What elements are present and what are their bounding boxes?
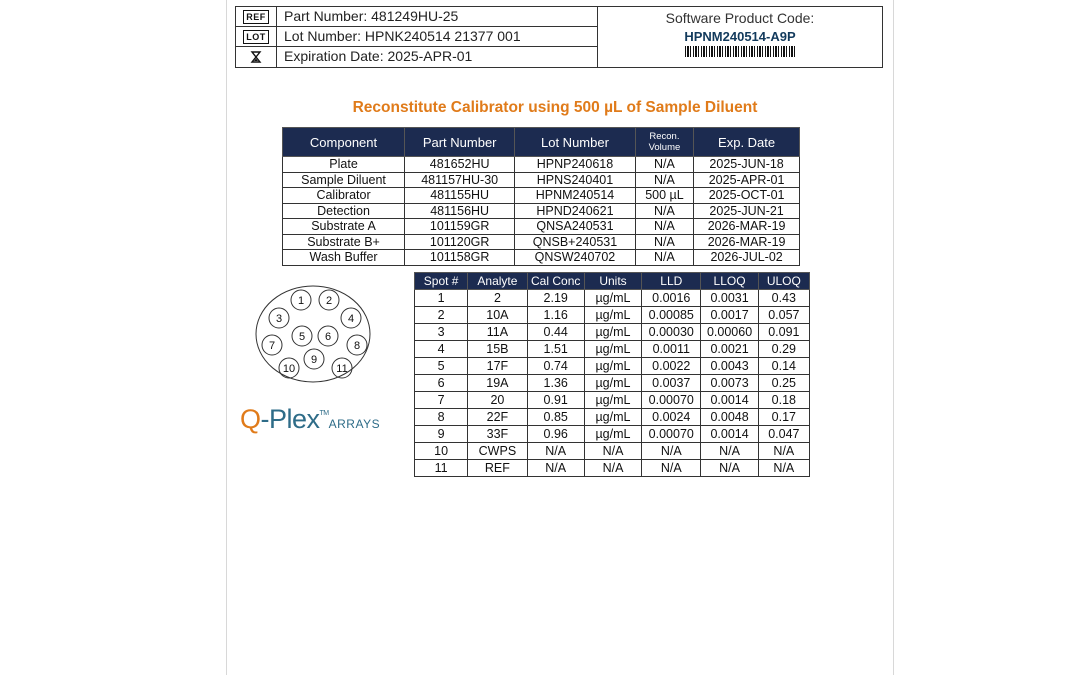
spot-row-cell: 0.18 — [758, 392, 809, 409]
component-row-cell: 2025-JUN-21 — [694, 203, 800, 219]
analyte-spot-table — [414, 272, 810, 477]
component-row-cell: 2026-MAR-19 — [694, 234, 800, 250]
spot-row-cell: 0.91 — [527, 392, 584, 409]
component-row — [283, 157, 800, 173]
diagram-spot-label: 7 — [268, 340, 276, 352]
spot-row-cell: 0.29 — [758, 341, 809, 358]
component-row-cell: N/A — [635, 234, 694, 250]
lot-number-row — [236, 27, 597, 47]
spot-row-cell: 0.00085 — [642, 307, 701, 324]
spot-row-cell: 6 — [415, 375, 468, 392]
spot-row-cell: 0.0037 — [642, 375, 701, 392]
software-code-label: Software Product Code: — [665, 10, 815, 26]
component-row-cell: Plate — [283, 157, 405, 173]
spot-row-cell: µg/mL — [584, 358, 641, 375]
spot-row-cell: N/A — [584, 460, 641, 477]
col-component: Component — [283, 128, 405, 157]
spot-row-cell: 11 — [415, 460, 468, 477]
component-row-cell: QNSB+240531 — [515, 234, 635, 250]
spot-row-cell: 0.74 — [527, 358, 584, 375]
spot-row-cell: N/A — [584, 443, 641, 460]
component-row-cell: 500 µL — [635, 188, 694, 204]
spot-row-cell: 2 — [468, 290, 527, 307]
expiration-row — [236, 47, 597, 67]
spot-row-cell: 0.0048 — [701, 409, 758, 426]
spot-row-cell: N/A — [701, 443, 758, 460]
col-lloq: LLOQ — [701, 273, 758, 290]
hourglass-icon — [249, 50, 263, 64]
col-lot-number: Lot Number — [515, 128, 635, 157]
spot-row-cell: 0.00030 — [642, 324, 701, 341]
spot-row-cell: 0.0022 — [642, 358, 701, 375]
col-exp-date: Exp. Date — [694, 128, 800, 157]
spot-row — [415, 324, 810, 341]
spot-row-cell: 22F — [468, 409, 527, 426]
spot-row-cell: 10 — [415, 443, 468, 460]
component-row-cell: 101158GR — [405, 250, 515, 266]
spot-row-cell: 0.0024 — [642, 409, 701, 426]
components-header-row — [283, 128, 800, 157]
col-lld: LLD — [642, 273, 701, 290]
spot-row — [415, 358, 810, 375]
spot-row-cell: µg/mL — [584, 307, 641, 324]
component-row-cell: Substrate B+ — [283, 234, 405, 250]
spot-row-cell: µg/mL — [584, 375, 641, 392]
component-row-cell: Wash Buffer — [283, 250, 405, 266]
spot-row-cell: 0.0011 — [642, 341, 701, 358]
spot-row — [415, 375, 810, 392]
diagram-spot-label: 2 — [325, 295, 333, 307]
spot-row-cell: 3 — [415, 324, 468, 341]
page-edge-right — [893, 0, 894, 675]
spot-row-cell: 0.091 — [758, 324, 809, 341]
diagram-spot-label: 10 — [282, 363, 296, 375]
component-row-cell: 2026-JUL-02 — [694, 250, 800, 266]
spot-header-row — [415, 273, 810, 290]
component-row-cell: N/A — [635, 172, 694, 188]
spot-row — [415, 290, 810, 307]
spot-row-cell: 0.057 — [758, 307, 809, 324]
spot-row-cell: 17F — [468, 358, 527, 375]
software-code-value: HPNM240514-A9P — [684, 29, 796, 44]
spot-row — [415, 341, 810, 358]
component-row-cell: HPNM240514 — [515, 188, 635, 204]
component-row-cell: 2025-JUN-18 — [694, 157, 800, 173]
product-info — [236, 7, 598, 67]
components-body — [283, 157, 800, 266]
component-row-cell: 481652HU — [405, 157, 515, 173]
component-row — [283, 219, 800, 235]
spot-row — [415, 307, 810, 324]
software-product-code — [598, 7, 882, 67]
spot-row-cell: 1.36 — [527, 375, 584, 392]
spot-row-cell: N/A — [527, 443, 584, 460]
spot-row-cell: 0.00070 — [642, 426, 701, 443]
spot-row-cell: 0.96 — [527, 426, 584, 443]
component-row-cell: QNSA240531 — [515, 219, 635, 235]
spot-row-cell: 4 — [415, 341, 468, 358]
col-analyte: Analyte — [468, 273, 527, 290]
spot-row-cell: 0.25 — [758, 375, 809, 392]
spot-row-cell: 2.19 — [527, 290, 584, 307]
component-row-cell: N/A — [635, 250, 694, 266]
component-row — [283, 172, 800, 188]
spot-row-cell: 1.51 — [527, 341, 584, 358]
spot-row-cell: 7 — [415, 392, 468, 409]
spot-row-cell: µg/mL — [584, 341, 641, 358]
component-row-cell: QNSW240702 — [515, 250, 635, 266]
diagram-spot-label: 1 — [297, 295, 305, 307]
spot-row-cell: 9 — [415, 426, 468, 443]
lot-symbol: LOT — [243, 30, 269, 44]
diagram-spot-label: 11 — [336, 363, 348, 375]
spot-row-cell: N/A — [642, 443, 701, 460]
diagram-spot-label: 3 — [275, 313, 283, 325]
spot-row-cell: 0.0031 — [701, 290, 758, 307]
component-row-cell: 2026-MAR-19 — [694, 219, 800, 235]
spot-row — [415, 392, 810, 409]
component-row-cell: 2025-OCT-01 — [694, 188, 800, 204]
spot-row-cell: 0.0017 — [701, 307, 758, 324]
spot-row-cell: 0.0043 — [701, 358, 758, 375]
col-part-number: Part Number — [405, 128, 515, 157]
expiration-date: Expiration Date: 2025-APR-01 — [284, 48, 473, 64]
diagram-spot-label: 9 — [310, 354, 318, 366]
spot-row-cell: 15B — [468, 341, 527, 358]
col-cal-conc: Cal Conc — [527, 273, 584, 290]
part-number-row — [236, 7, 597, 27]
spot-row-cell: 0.0021 — [701, 341, 758, 358]
spot-row-cell: N/A — [701, 460, 758, 477]
component-row-cell: Sample Diluent — [283, 172, 405, 188]
barcode — [685, 46, 795, 57]
component-row-cell: HPNP240618 — [515, 157, 635, 173]
spot-row — [415, 443, 810, 460]
col-spot: Spot # — [415, 273, 468, 290]
logo-tm: TM — [319, 410, 329, 417]
component-row-cell: N/A — [635, 219, 694, 235]
spot-row-cell: 1 — [415, 290, 468, 307]
component-row-cell: HPND240621 — [515, 203, 635, 219]
spot-row-cell: REF — [468, 460, 527, 477]
ref-symbol: REF — [243, 10, 269, 24]
spot-row-cell: 0.0014 — [701, 426, 758, 443]
logo-plex: -Plex — [260, 404, 320, 434]
component-row-cell: HPNS240401 — [515, 172, 635, 188]
spot-row-cell: 2 — [415, 307, 468, 324]
spot-row-cell: 0.0014 — [701, 392, 758, 409]
component-row-cell: Calibrator — [283, 188, 405, 204]
spot-row-cell: 0.0073 — [701, 375, 758, 392]
spot-row-cell: 0.85 — [527, 409, 584, 426]
reconstitution-instruction: Reconstitute Calibrator using 500 µL of Sample Diluent — [352, 99, 758, 116]
spot-row-cell: 0.44 — [527, 324, 584, 341]
component-row-cell: 2025-APR-01 — [694, 172, 800, 188]
spot-row-cell: 20 — [468, 392, 527, 409]
component-row-cell: N/A — [635, 203, 694, 219]
spot-row-cell: 8 — [415, 409, 468, 426]
page-edge-left — [226, 0, 227, 675]
component-row-cell: 101159GR — [405, 219, 515, 235]
spot-row-cell: N/A — [758, 443, 809, 460]
spot-row-cell: 0.0016 — [642, 290, 701, 307]
spot-row-cell: µg/mL — [584, 409, 641, 426]
component-row-cell: Substrate A — [283, 219, 405, 235]
logo-q: Q — [240, 404, 261, 434]
spot-body — [415, 290, 810, 477]
spot-row-cell: µg/mL — [584, 324, 641, 341]
spot-row — [415, 460, 810, 477]
lot-number: Lot Number: HPNK240514 21377 001 — [284, 28, 521, 44]
spot-row-cell: N/A — [642, 460, 701, 477]
spot-row-cell: 10A — [468, 307, 527, 324]
col-units: Units — [584, 273, 641, 290]
diagram-spot-label: 5 — [298, 331, 306, 343]
spot-row-cell: 0.00060 — [701, 324, 758, 341]
spot-row-cell: 0.00070 — [642, 392, 701, 409]
spot-row-cell: 0.43 — [758, 290, 809, 307]
spot-row-cell: 0.047 — [758, 426, 809, 443]
diagram-spot-label: 8 — [353, 340, 361, 352]
spot-row — [415, 409, 810, 426]
diagram-spot-label: 4 — [347, 313, 355, 325]
component-row-cell: Detection — [283, 203, 405, 219]
part-number: Part Number: 481249HU-25 — [284, 8, 459, 24]
product-header-box — [235, 6, 883, 68]
components-table — [282, 127, 800, 266]
diagram-spot-label: 6 — [324, 331, 332, 343]
component-row — [283, 203, 800, 219]
spot-row-cell: µg/mL — [584, 392, 641, 409]
spot-row-cell: N/A — [758, 460, 809, 477]
component-row — [283, 188, 800, 204]
spot-layout-diagram — [254, 283, 374, 385]
qplex-logo — [240, 404, 380, 435]
logo-arrays: ARRAYS — [328, 417, 381, 431]
spot-row-cell: CWPS — [468, 443, 527, 460]
component-row-cell: 101120GR — [405, 234, 515, 250]
component-row — [283, 234, 800, 250]
component-row-cell: N/A — [635, 157, 694, 173]
component-row — [283, 250, 800, 266]
spot-row-cell: 11A — [468, 324, 527, 341]
component-row-cell: 481156HU — [405, 203, 515, 219]
col-recon-volume: Recon. Volume — [635, 128, 694, 157]
spot-row-cell: 0.17 — [758, 409, 809, 426]
spot-row-cell: 33F — [468, 426, 527, 443]
spot-row — [415, 426, 810, 443]
spot-row-cell: 0.14 — [758, 358, 809, 375]
spot-row-cell: N/A — [527, 460, 584, 477]
spot-row-cell: 1.16 — [527, 307, 584, 324]
component-row-cell: 481155HU — [405, 188, 515, 204]
col-uloq: ULOQ — [758, 273, 809, 290]
spot-row-cell: µg/mL — [584, 426, 641, 443]
spot-row-cell: 5 — [415, 358, 468, 375]
spot-row-cell: 19A — [468, 375, 527, 392]
spot-row-cell: µg/mL — [584, 290, 641, 307]
component-row-cell: 481157HU-30 — [405, 172, 515, 188]
